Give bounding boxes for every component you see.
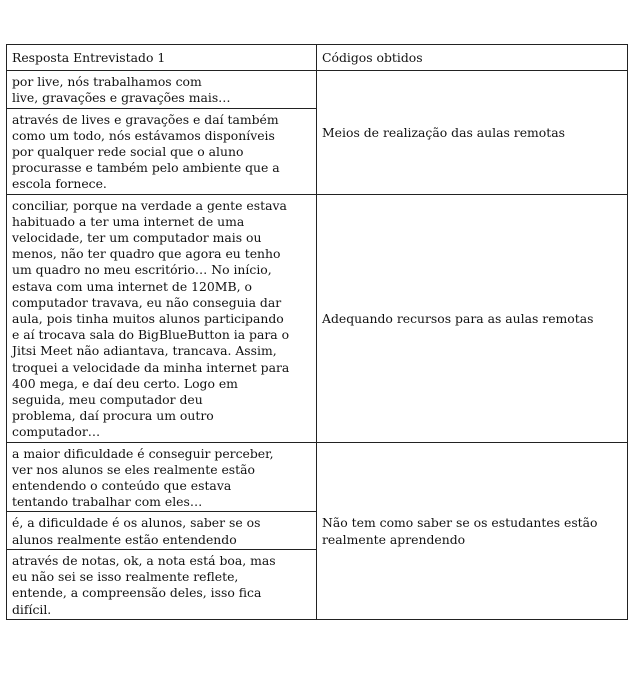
table-row: [7, 71, 628, 108]
table-row: [7, 194, 628, 442]
response-cell: através de notas, ok, a nota está boa, mas eu não sei se isso realmente reflete, entende, a compreensão deles, isso fica difícil.: [7, 549, 317, 619]
code-cell: Não tem como saber se os estudantes estão realmente aprendendo: [317, 442, 628, 619]
table-row: [7, 442, 628, 512]
response-cell: conciliar, porque na verdade a gente estava habituado a ter uma internet de uma velocidade, ter um computador mais ou menos, não ter quadro que agora eu tenho um quadro no meu escritório… No início, estava com uma internet de 120MB, o computador travava, eu não conseguia dar aula, pois tinha muitos alunos participando e aí trocava sala do BigBlueButton ia para o Jitsi Meet não adiantava, trancava. Assim, troquei a velocidade da minha internet para 400 mega, e daí deu certo. Logo em seguida, meu computador deu problema, daí procura um outro computador…: [7, 194, 317, 442]
response-cell: através de lives e gravações e daí também como um todo, nós estávamos disponíveis por qualquer rede social que o aluno procurasse e também pelo ambiente que a escola fornece.: [7, 108, 317, 194]
response-cell: por live, nós trabalhamos com live, gravações e gravações mais…: [7, 71, 317, 108]
code-cell: Meios de realização das aulas remotas: [317, 71, 628, 194]
response-cell: a maior dificuldade é conseguir perceber, ver nos alunos se eles realmente estão entendendo o conteúdo que estava tentando trabalhar com eles…: [7, 442, 317, 512]
column-header-response: Resposta Entrevistado 1: [7, 45, 317, 71]
response-cell: é, a dificuldade é os alunos, saber se os alunos realmente estão entendendo: [7, 512, 317, 549]
table-header-row: [7, 45, 628, 71]
column-header-codes: Códigos obtidos: [317, 45, 628, 71]
code-cell: Adequando recursos para as aulas remotas: [317, 194, 628, 442]
coding-table: [6, 44, 628, 620]
